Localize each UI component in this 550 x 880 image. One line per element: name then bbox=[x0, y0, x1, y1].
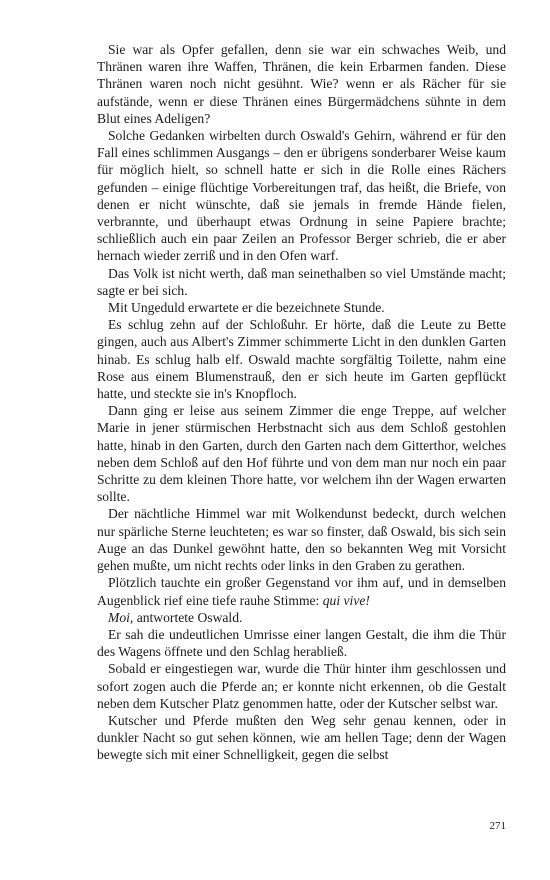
page-number: 271 bbox=[489, 820, 506, 832]
paragraph: Mit Ungeduld erwartete er die bezeichnete Stunde. bbox=[108, 300, 385, 316]
paragraph: Das Volk ist nicht werth, daß man seinethalben so viel Umstände macht; sagte er bei sich. bbox=[97, 265, 506, 298]
paragraph: Der nächtliche Himmel war mit Wolkendunst bedeckt, durch welchen nur spärliche Sterne leuchteten; es war so finster, daß Oswald, bis sich sein Auge an das Dunkel gewöhnt hatte, den so bekannten Weg mit Vorsicht gehen mußte, um nicht rechts oder links in den Graben zu gerathen. bbox=[97, 506, 506, 574]
paragraph: Es schlug zehn auf der Schloßuhr. Er hörte, daß die Leute zu Bette gingen, auch aus Albert's Zimmer schimmerte Licht in den dunklen Garten hinab. Es schlug halb elf. Oswald machte sorgfältig Toilette, nahm eine Rose aus einem Blumenstrauß, den er sich heute im Garten gepflückt hatte, und steckte sie in's Knopfloch. bbox=[97, 317, 506, 402]
italic-phrase: Moi bbox=[108, 609, 130, 625]
paragraph: Kutscher und Pferde mußten den Weg sehr genau kennen, oder in dunkler Nacht so gut sehen können, wie am hellen Tage; denn der Wagen bewegte sich mit einer Schnelligkeit, gegen die selbst bbox=[97, 712, 506, 763]
paragraph-text: , antwortete Oswald. bbox=[129, 609, 243, 625]
paragraph: Sobald er eingestiegen war, wurde die Thür hinter ihm geschlossen und sofort zogen auch die Pferde an; er konnte nicht erkennen, ob die Gestalt neben dem Kutscher Platz genommen hatte, oder der Kutscher selbst war. bbox=[97, 661, 506, 711]
paragraph bbox=[97, 609, 506, 626]
paragraph: Solche Gedanken wirbelten durch Oswald's Gehirn, während er für den Fall eines schlimmen Ausgangs – den er übrigens sonderbarer Weise kaum für möglich hielt, so schnell hatte er sich in die Rolle eines Rächers gefunden – einige flüchtige Vorbereitungen traf, das heißt, die Briefe, von denen er nicht wünschte, daß sie jemals in fremde Hände fielen, verbrannte, und überhaupt etwas Ordnung in seine Papiere brachte; schließlich auch ein paar Zeilen an Professor Berger schrieb, die er aber hernach wieder zerriß und in den Ofen warf. bbox=[97, 128, 506, 264]
paragraph: Er sah die undeutlichen Umrisse einer langen Gestalt, die ihm die Thür des Wagens öffnete und den Schlag herabließ. bbox=[97, 626, 506, 660]
paragraph bbox=[97, 574, 506, 608]
paragraph: Dann ging er leise aus seinem Zimmer die enge Treppe, auf welcher Marie in jener stürmischen Herbstnacht sich aus dem Schloß gestohlen hatte, hinab in den Garten, durch den Garten nach dem Gitterthor, welches neben dem Schloß auf den Hof führte und von dem man nur noch ein paar Schritte zu dem kleinen Thore hatte, vor welchem ihn der Wagen erwarten sollte. bbox=[97, 403, 506, 505]
paragraph-text: Plötzlich tauchte ein großer Gegenstand vor ihm auf, und in demselben Augenblick rief eine tiefe rauhe Stimme: bbox=[97, 575, 506, 608]
italic-phrase: qui vive! bbox=[322, 592, 370, 608]
page-body bbox=[97, 41, 506, 764]
paragraph: Sie war als Opfer gefallen, denn sie war ein schwaches Weib, und Thränen waren ihre Waffen, Thränen, die kein Erbarmen fanden. Diese Thränen waren noch nicht gesühnt. Wie? wenn er als Rächer für sie aufstände, wenn er diese Thränen eines Bürgermädchens sühnte in dem Blut eines Adeligen? bbox=[97, 42, 506, 126]
